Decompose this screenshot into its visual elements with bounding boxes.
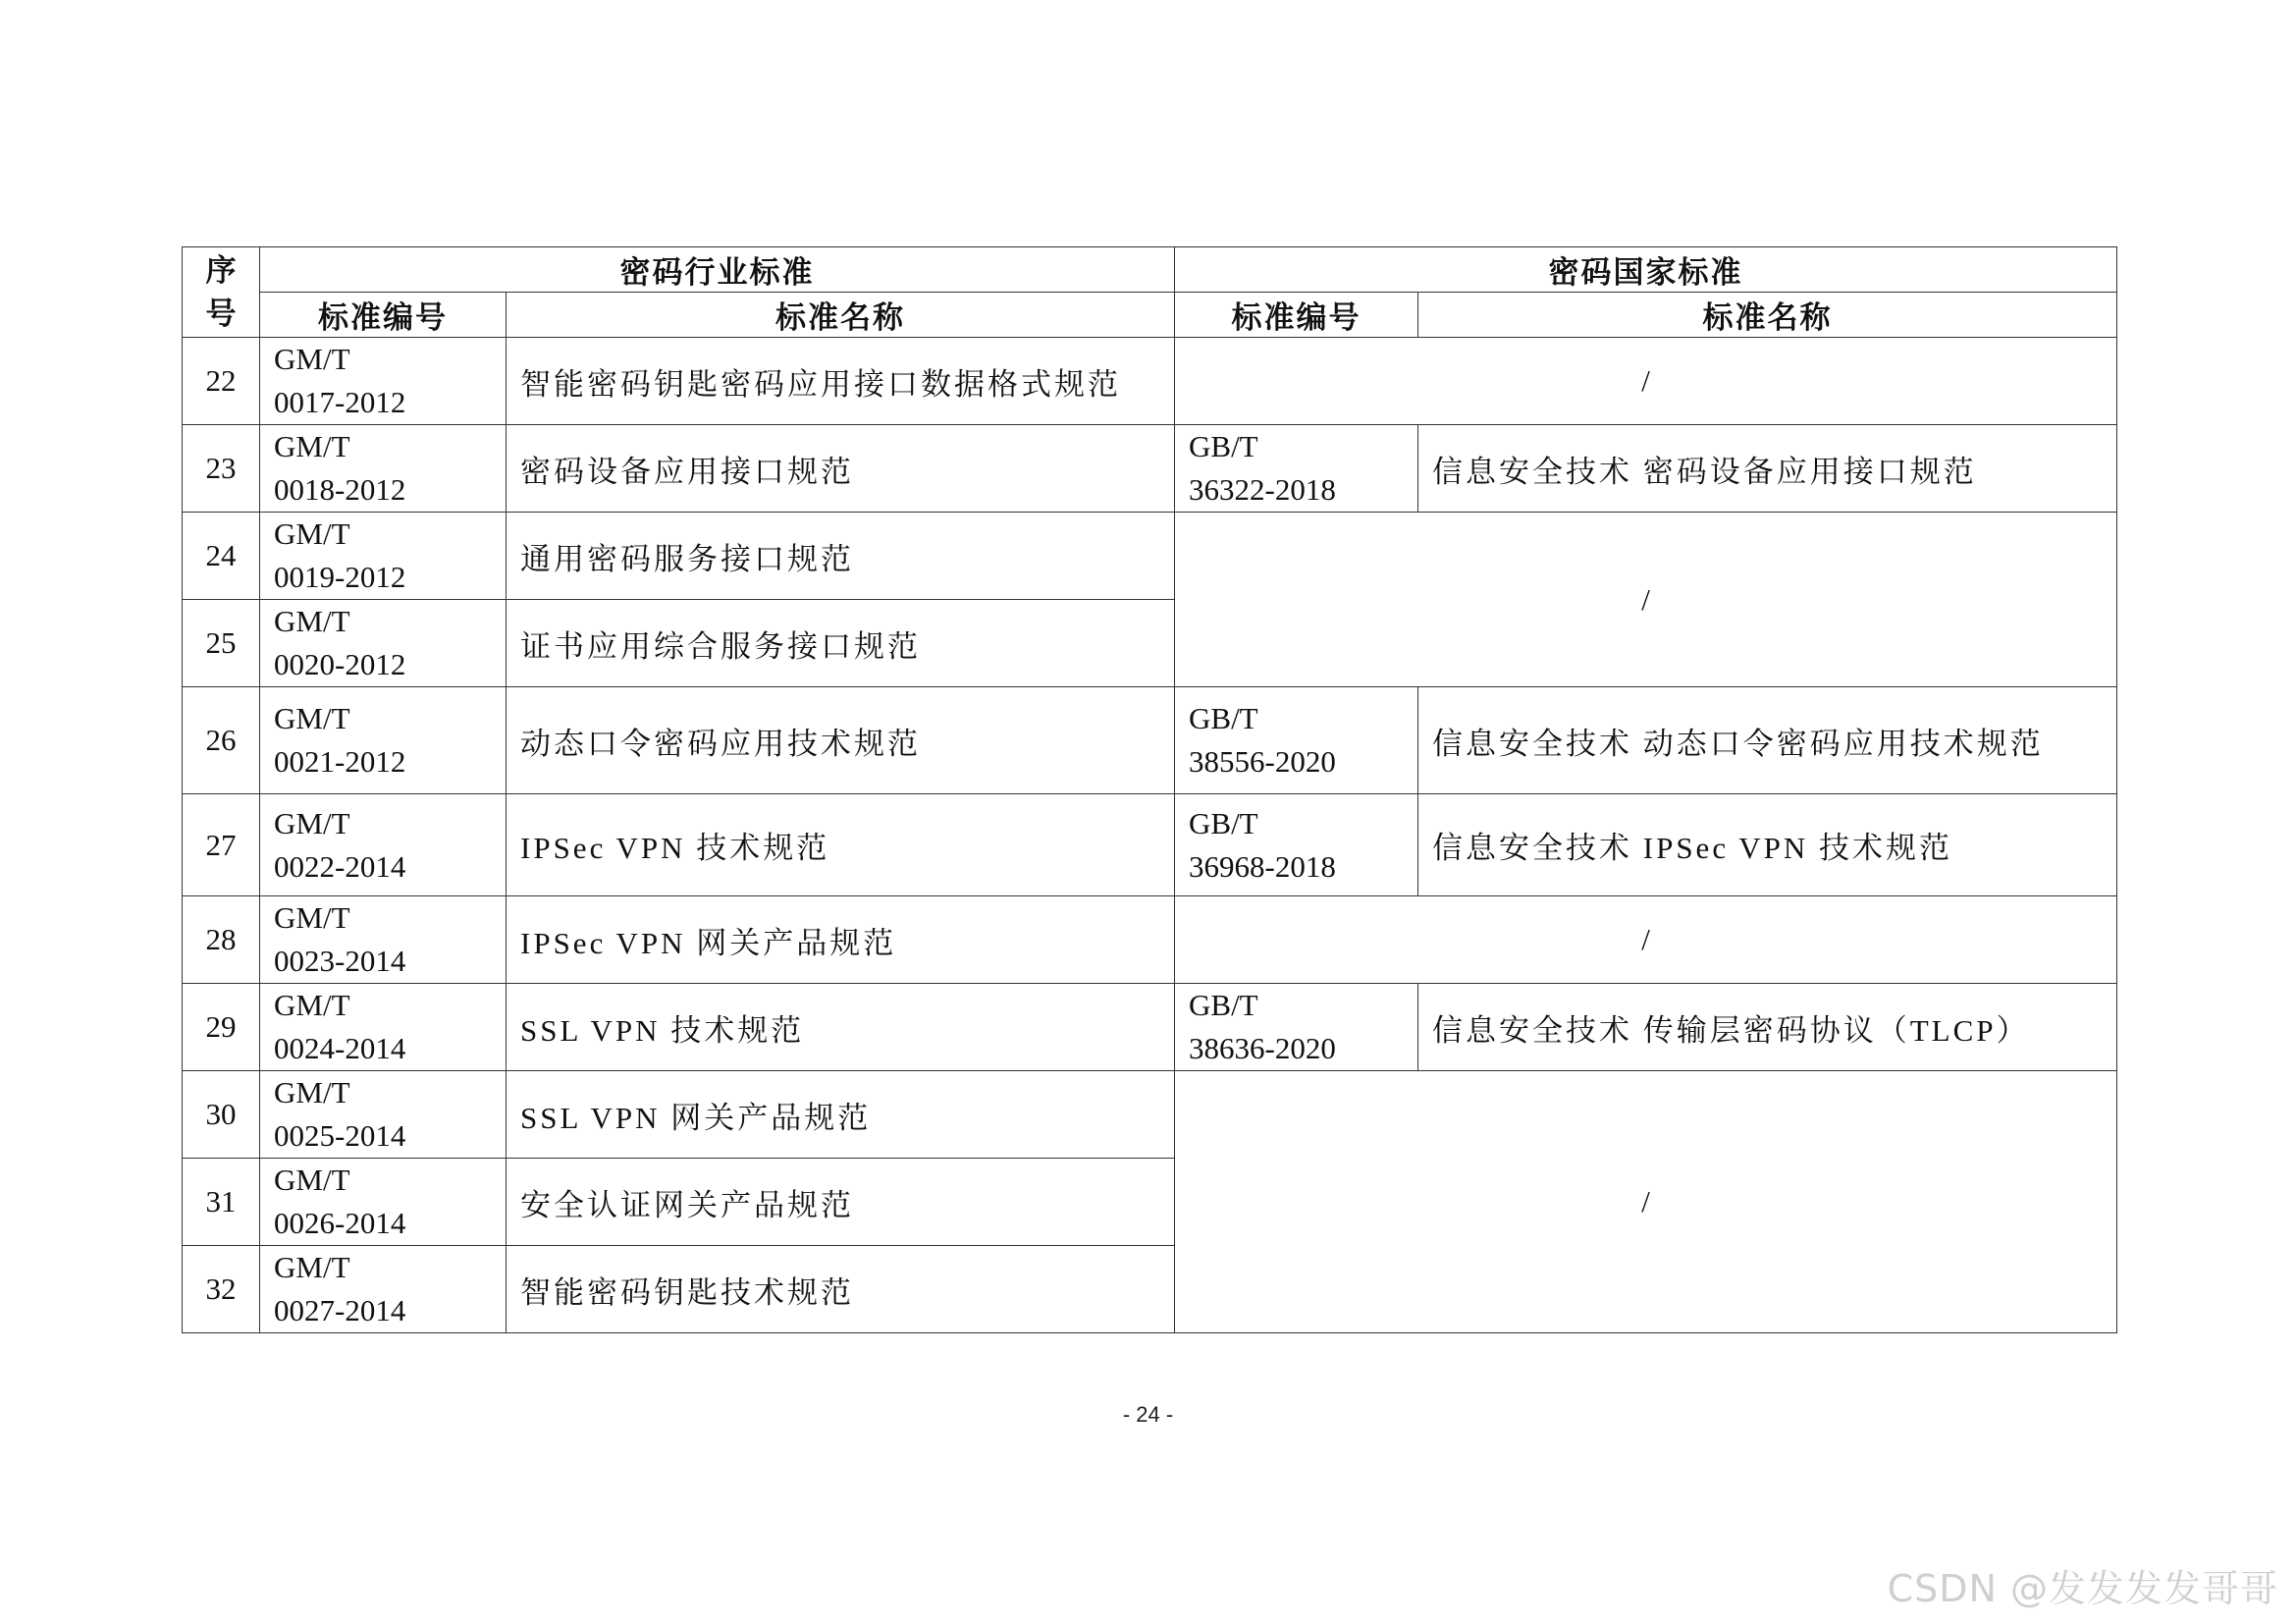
header-industry-code: 标准编号	[260, 293, 507, 338]
national-code-cell	[1175, 425, 1418, 513]
row-number: 30	[183, 1071, 260, 1159]
row-number: 32	[183, 1246, 260, 1333]
code-number: 0020-2012	[274, 647, 406, 681]
industry-name-cell: 动态口令密码应用技术规范	[507, 687, 1175, 794]
industry-name-cell: 智能密码钥匙密码应用接口数据格式规范	[507, 338, 1175, 425]
code-prefix: GM/T	[274, 1250, 350, 1284]
row-number: 26	[183, 687, 260, 794]
national-code-cell	[1175, 687, 1418, 794]
code-number: 0018-2012	[274, 472, 406, 507]
table-row	[183, 425, 2117, 513]
national-name-cell: 信息安全技术 传输层密码协议（TLCP）	[1418, 984, 2117, 1071]
national-code-cell	[1175, 984, 1418, 1071]
code-prefix: GM/T	[274, 1163, 350, 1197]
code-number: 0025-2014	[274, 1118, 406, 1153]
table-row	[183, 1071, 2117, 1159]
row-number: 28	[183, 896, 260, 984]
table-row	[183, 513, 2117, 600]
industry-name-cell: IPSec VPN 技术规范	[507, 794, 1175, 896]
code-number: 0023-2014	[274, 944, 406, 978]
code-number: 0022-2014	[274, 848, 406, 884]
row-number: 24	[183, 513, 260, 600]
code-number: 36968-2018	[1189, 848, 1336, 884]
header-seq-1: 序	[205, 252, 237, 288]
table-row	[183, 794, 2117, 896]
national-name-cell: 信息安全技术 IPSec VPN 技术规范	[1418, 794, 2117, 896]
national-none-cell: /	[1175, 338, 2117, 425]
code-prefix: GM/T	[274, 1075, 350, 1110]
industry-code-cell	[260, 425, 507, 513]
industry-name-cell: SSL VPN 技术规范	[507, 984, 1175, 1071]
industry-code-cell	[260, 600, 507, 687]
row-number: 27	[183, 794, 260, 896]
industry-name-cell: IPSec VPN 网关产品规范	[507, 896, 1175, 984]
code-prefix: GM/T	[274, 429, 350, 463]
code-prefix: GB/T	[1189, 988, 1258, 1022]
national-code-cell	[1175, 794, 1418, 896]
industry-code-cell	[260, 513, 507, 600]
standards-table	[182, 246, 2117, 1333]
row-number: 23	[183, 425, 260, 513]
code-prefix: GB/T	[1189, 805, 1258, 840]
industry-code-cell	[260, 687, 507, 794]
industry-name-cell: 智能密码钥匙技术规范	[507, 1246, 1175, 1333]
code-prefix: GM/T	[274, 604, 350, 638]
table-row	[183, 338, 2117, 425]
industry-name-cell: 通用密码服务接口规范	[507, 513, 1175, 600]
row-number: 29	[183, 984, 260, 1071]
table-row	[183, 687, 2117, 794]
industry-name-cell: 证书应用综合服务接口规范	[507, 600, 1175, 687]
header-national-code: 标准编号	[1175, 293, 1418, 338]
industry-code-cell	[260, 984, 507, 1071]
code-number: 0021-2012	[274, 744, 406, 779]
code-prefix: GM/T	[274, 900, 350, 935]
table-row	[183, 984, 2117, 1071]
code-number: 0026-2014	[274, 1206, 406, 1240]
industry-name-cell: 密码设备应用接口规范	[507, 425, 1175, 513]
code-number: 0027-2014	[274, 1293, 406, 1327]
national-name-cell: 信息安全技术 密码设备应用接口规范	[1418, 425, 2117, 513]
header-national-group: 密码国家标准	[1175, 247, 2117, 293]
code-prefix: GM/T	[274, 701, 350, 735]
code-number: 36322-2018	[1189, 472, 1336, 507]
code-number: 0017-2012	[274, 385, 406, 419]
row-number: 25	[183, 600, 260, 687]
code-prefix: GM/T	[274, 988, 350, 1022]
code-number: 38556-2020	[1189, 744, 1336, 779]
header-industry-group: 密码行业标准	[260, 247, 1175, 293]
industry-code-cell	[260, 338, 507, 425]
code-prefix: GM/T	[274, 805, 350, 840]
header-industry-name: 标准名称	[507, 293, 1175, 338]
industry-code-cell	[260, 1159, 507, 1246]
code-prefix: GB/T	[1189, 429, 1258, 463]
code-number: 0024-2014	[274, 1031, 406, 1065]
code-prefix: GM/T	[274, 342, 350, 376]
national-none-cell: /	[1175, 513, 2117, 687]
industry-code-cell	[260, 896, 507, 984]
page-number: - 24 -	[1122, 1402, 1174, 1427]
header-seq-2: 号	[205, 296, 237, 331]
industry-code-cell	[260, 1071, 507, 1159]
watermark: CSDN @发发发发哥哥	[1887, 1567, 2278, 1610]
industry-name-cell: 安全认证网关产品规范	[507, 1159, 1175, 1246]
national-name-cell: 信息安全技术 动态口令密码应用技术规范	[1418, 687, 2117, 794]
header-national-name: 标准名称	[1418, 293, 2117, 338]
code-number: 0019-2012	[274, 560, 406, 594]
national-none-cell: /	[1175, 1071, 2117, 1333]
industry-code-cell	[260, 794, 507, 896]
header-seq	[183, 247, 260, 338]
row-number: 31	[183, 1159, 260, 1246]
code-prefix: GB/T	[1189, 701, 1258, 735]
industry-name-cell: SSL VPN 网关产品规范	[507, 1071, 1175, 1159]
row-number: 22	[183, 338, 260, 425]
code-number: 38636-2020	[1189, 1031, 1336, 1065]
industry-code-cell	[260, 1246, 507, 1333]
code-prefix: GM/T	[274, 516, 350, 551]
national-none-cell: /	[1175, 896, 2117, 984]
table-row	[183, 896, 2117, 984]
